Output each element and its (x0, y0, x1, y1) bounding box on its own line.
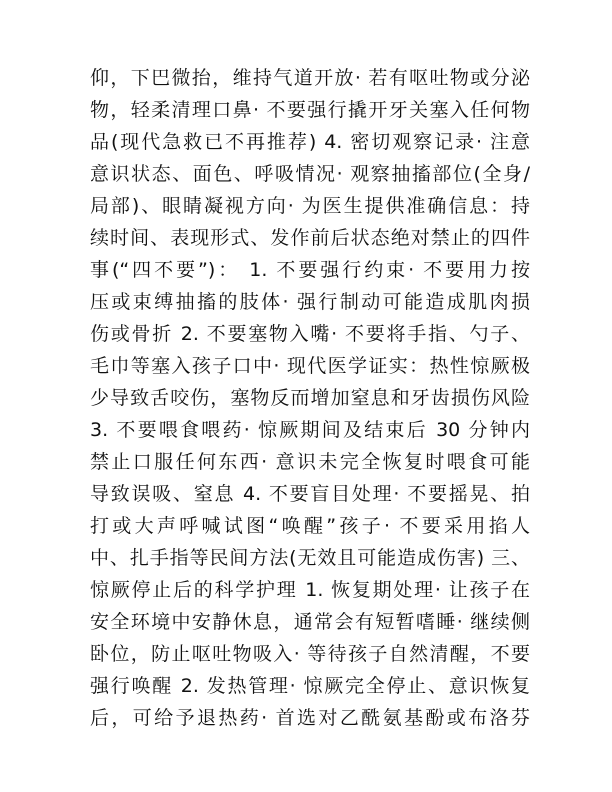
text-line: 毛巾等塞入孩子口中· 现代医学证实：热性惊厥极 (90, 355, 530, 377)
text-line: 伤或骨折 2. 不要塞物入嘴· 不要将手指、勺子、 (90, 323, 530, 345)
text-line: 导致误吸、窒息 4. 不要盲目处理· 不要摇晃、拍 (90, 483, 530, 505)
text-line: 品(现代急救已不再推荐) 4. 密切观察记录· 注意 (90, 131, 530, 153)
text-line: 仰，下巴微抬，维持气道开放· 若有呕吐物或分泌 (90, 67, 530, 89)
text-line: 事(“四不要”)： 1. 不要强行约束· 不要用力按 (90, 259, 530, 281)
text-line: 物，轻柔清理口鼻· 不要强行撬开牙关塞入任何物 (90, 99, 530, 121)
text-line: 后，可给予退热药· 首选对乙酰氨基酚或布洛芬 (90, 707, 530, 729)
text-line: 意识状态、面色、呼吸情况· 观察抽搐部位(全身/ (90, 163, 530, 185)
text-line: 中、扎手指等民间方法(无效且可能造成伤害) 三、 (90, 547, 530, 569)
text-line: 少导致舌咬伤，塞物反而增加窒息和牙齿损伤风险 (90, 387, 530, 409)
text-line: 续时间、表现形式、发作前后状态绝对禁止的四件 (90, 227, 530, 249)
text-line: 惊厥停止后的科学护理 1. 恢复期处理· 让孩子在 (90, 579, 530, 601)
text-line: 压或束缚抽搐的肢体· 强行制动可能造成肌肉损 (90, 291, 530, 313)
text-line: 3. 不要喂食喂药· 惊厥期间及结束后 30 分钟内 (90, 419, 530, 441)
text-line: 安全环境中安静休息，通常会有短暂嗜睡· 继续侧 (90, 611, 530, 633)
text-line: 禁止口服任何东西· 意识未完全恢复时喂食可能 (90, 451, 530, 473)
text-line: 强行唤醒 2. 发热管理· 惊厥完全停止、意识恢复 (90, 675, 530, 697)
text-line: 打或大声呼喊试图“唤醒”孩子· 不要采用掐人 (90, 515, 530, 537)
body-text (90, 62, 530, 734)
text-line: 局部)、眼睛凝视方向· 为医生提供准确信息：持 (90, 195, 530, 217)
text-line: 卧位，防止呕吐物吸入· 等待孩子自然清醒，不要 (90, 643, 530, 665)
